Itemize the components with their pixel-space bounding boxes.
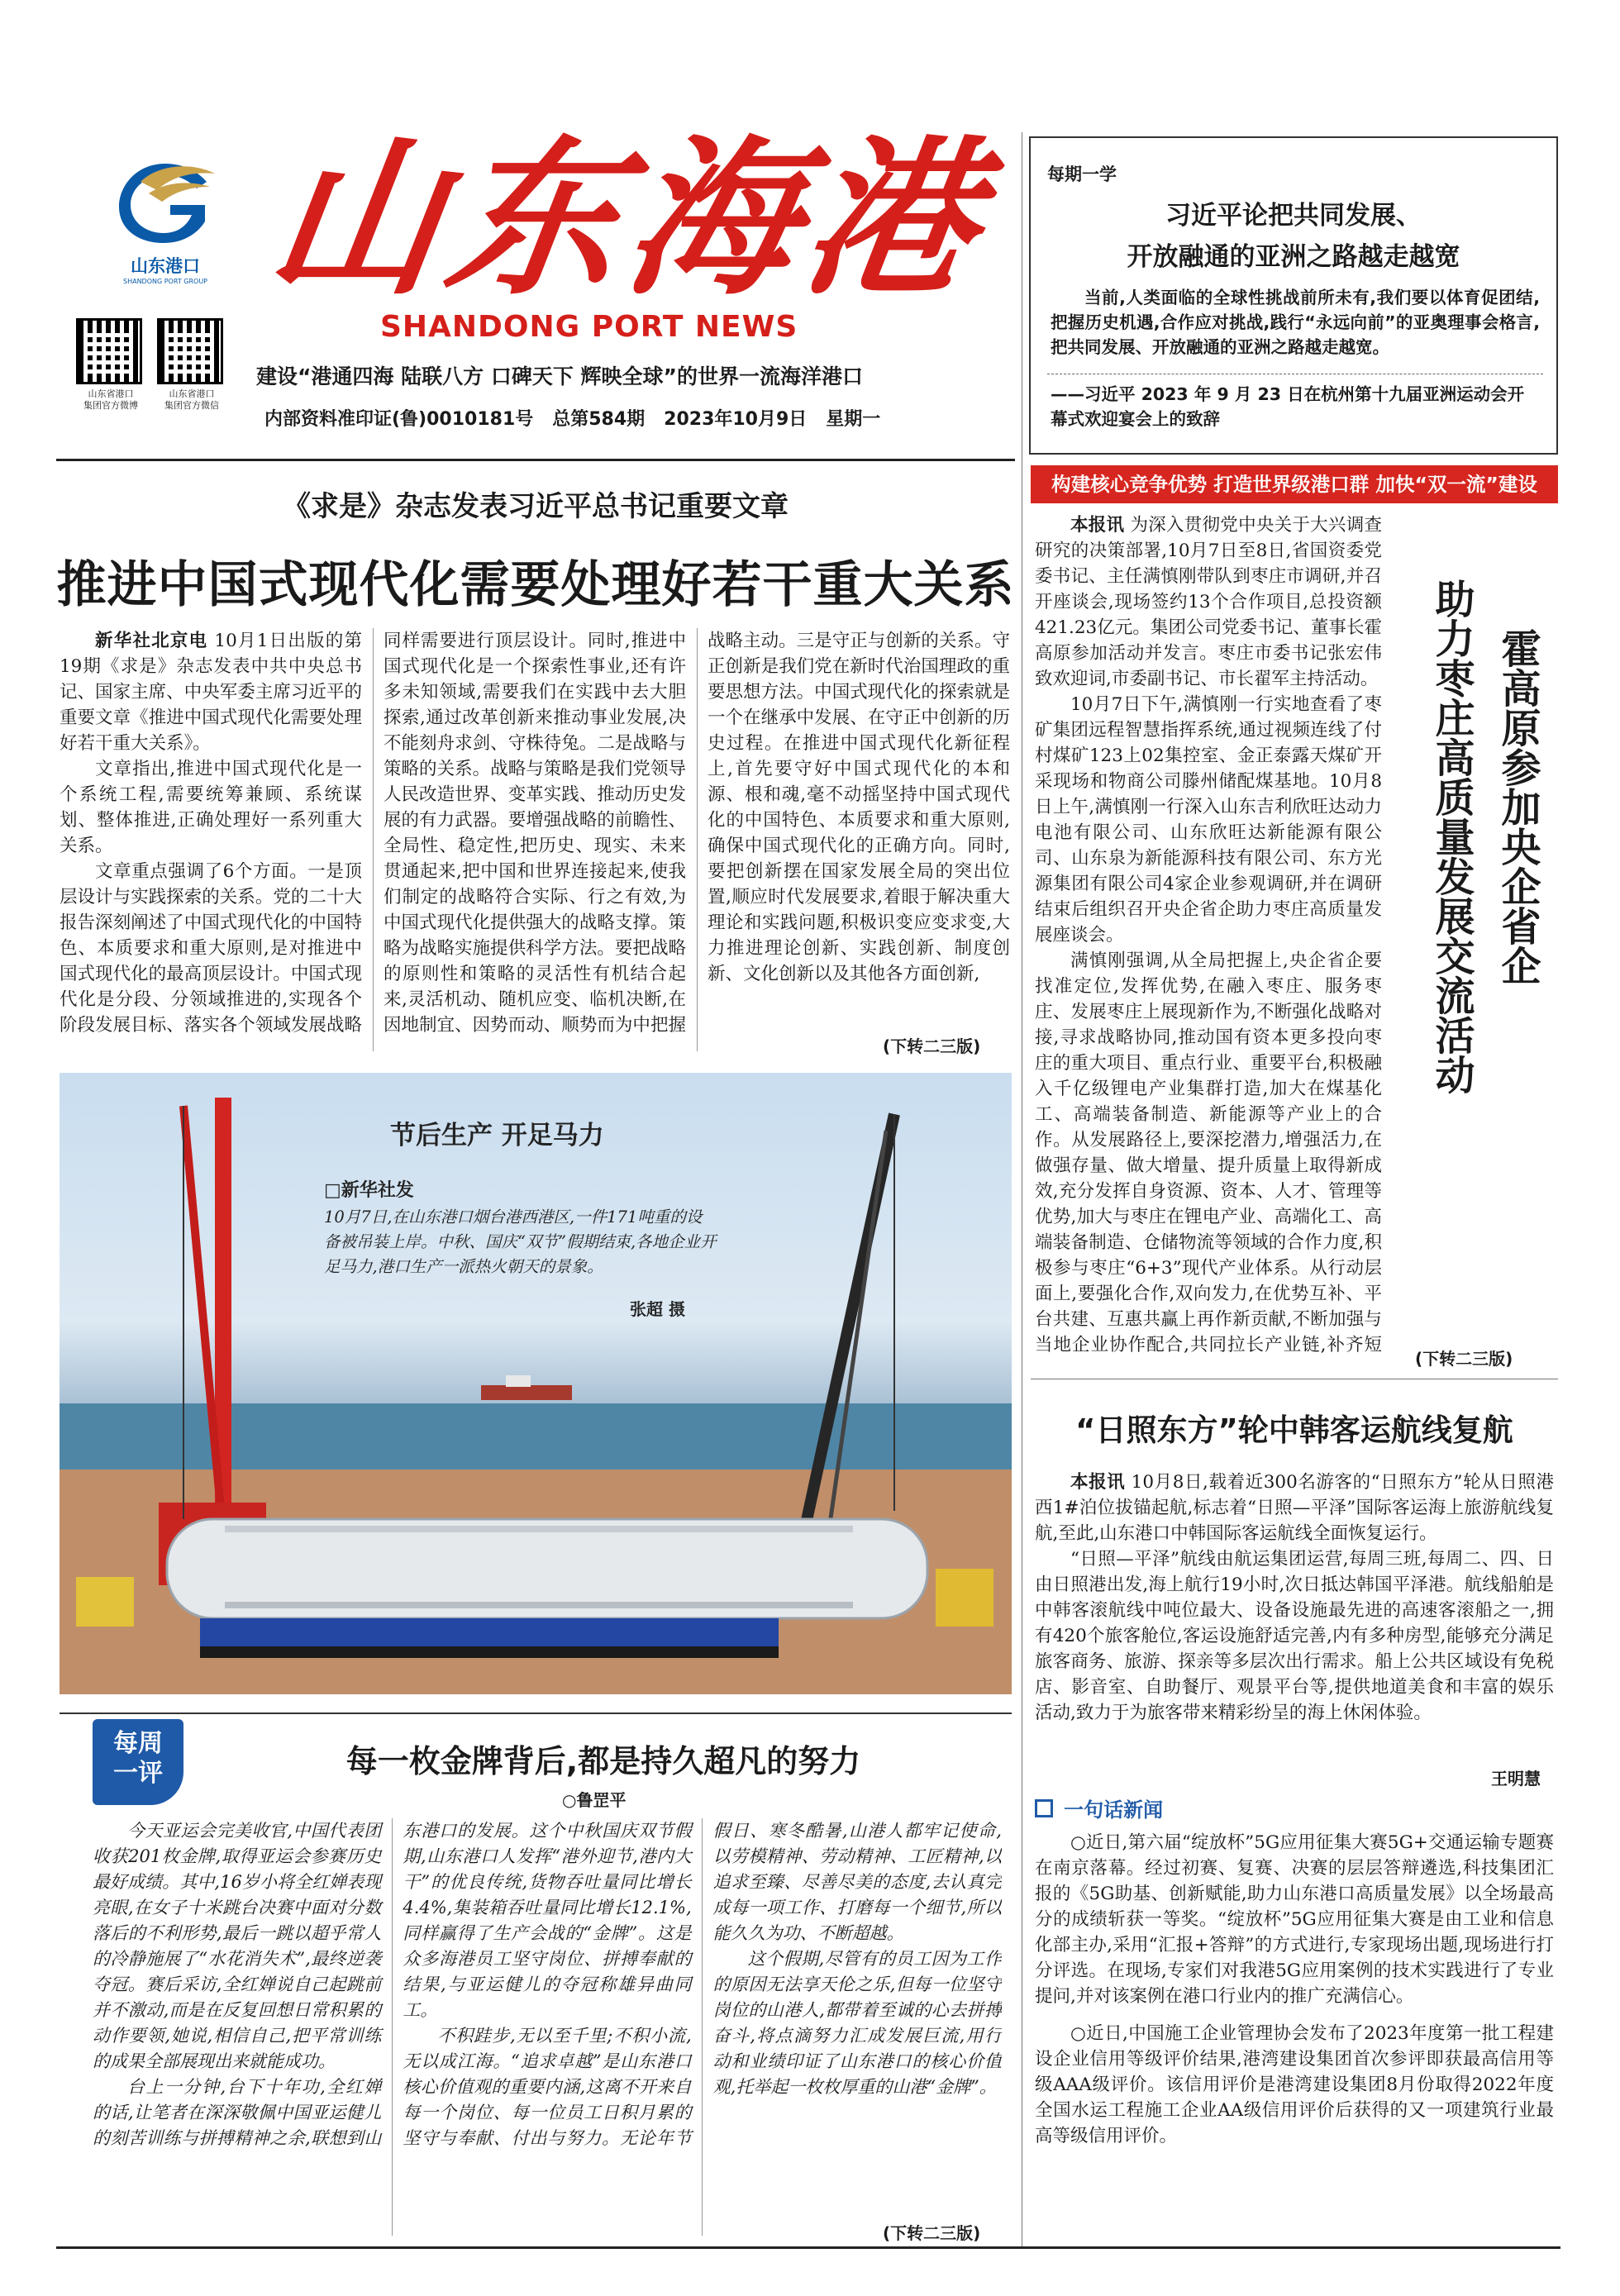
badge-line1: 每周: [113, 1729, 163, 1758]
ferry-headline: “日照东方”轮中韩客运航线复航: [1075, 1412, 1513, 1448]
briefs-heading: 一句话新闻: [1064, 1798, 1164, 1822]
brief-item: ○近日,第六届“绽放杯”5G应用征集大赛5G+交通运输专题赛在南京落幕。经过初赛、复赛、决赛的层层答辩遴选,科技集团汇报的《5G助基、创新赋能,助力山东港口高质量发展》以全场最高分的成绩斩获一等奖。“绽放杯”5G应用征集大赛是由工业和信息化部主办,采用“汇报+答辩”的方式进行,专家现场出题,现场进行打分评选。在现场,专家们对我港5G应用案例的技术实践进行了专业提问,并对该案例在港口行业内的推广充满信心。: [1035, 1832, 1554, 2007]
logo-caption-en: SHANDONG PORT GROUP: [123, 278, 207, 285]
commentary-badge: [93, 1719, 183, 1805]
masthead: [58, 120, 1017, 455]
right-story-source: 本报讯: [1070, 515, 1125, 536]
right-banner: 构建核心竞争优势 打造世界级港口群 加快“双一流”建设: [1031, 465, 1558, 503]
wechat-qr-icon: [157, 318, 223, 384]
qr-caption-weibo: 山东省港口 集团官方微博: [83, 388, 138, 411]
photo-credit: 张超 摄: [630, 1299, 685, 1319]
shandong-port-logo: [107, 157, 223, 285]
issue-line: 内部资料准印证(鲁)0010181号 总第584期 2023年10月9日 星期一: [264, 409, 881, 430]
study-title-line1: 习近平论把共同发展、: [1165, 201, 1422, 231]
ferry-author: 王明慧: [1486, 1765, 1541, 1789]
photo-scene: [60, 1073, 1012, 1694]
right-paragraph: 本报讯 为深入贯彻党中央关于大兴调查研究的决策部署,10月7日至8日,省国资委党委书记、主任满慎刚带队到枣庄市调研,并召开座谈会,现场签约13个合作项目,总投资额421.23亿元。集团公司党委书记、董事长霍高原参加活动并发言。枣庄市委书记张宏伟致欢迎词,市委副书记、市长翟军主持活动。: [1035, 515, 1382, 689]
right-paragraph: 满慎刚强调,从全局把握上,央企省企要找准定位,发挥优势,在融入枣庄、服务枣庄、发展枣庄上展现新作为,不断强化战略对接,寻求战略协同,推动国有资本更多投向枣庄的重大项目、重点行业、重要平台,积极融入千亿级锂电产业集群打造,加大在煤基化工、高端装备制造、新能源等产业上的合作。从发展路径上,要深挖潜力,增强活力,在做强存量、做大增量、提升质量上取得新成效,充分发挥自身资源、资本、人才、管理等优势,加大与枣庄在锂电产业、高端化工、高端装备制造、仓储物流等领域的合作力度,积极参与枣庄“6+3”现代产业体系。从行动层面上,要强化合作,双向发力,在优势互补、平台共建、互惠共赢上再作新贡献,不断加强与当地企业协作配合,共同拉长产业链,补齐短: [1035, 950, 1382, 1355]
photo-caption: 10月7日,在山东港口烟台港西港区,一件171吨重的设备被吊装上岸。中秋、国庆“双节”假期结束,各地企业开足马力,港口生产一派热火朝天的景象。: [324, 1208, 717, 1276]
bottom-rule: [56, 2246, 1560, 2249]
news-photo: [60, 1073, 1012, 1694]
commentary-body: [93, 1818, 1002, 2236]
study-label: 每期一学: [1047, 164, 1117, 184]
commentary-headline: 每一枚金牌背后,都是持久超凡的努力: [345, 1743, 861, 1779]
right-paragraph: 10月7日下午,满慎刚一行实地查看了枣矿集团远程智慧指挥系统,通过视频连线了付村煤矿123上02集控室、金正泰露天煤矿开采现场和物商公司滕州储配煤基地。10月8日上午,满慎刚一行深入山东吉利欣旺达动力电池有限公司、山东欣旺达新能源有限公司、山东泉为新能源科技有限公司、东方光源集团有限公司4家企业参观调研,并在调研结束后组织召开央企省企助力枣庄高质量发展座谈会。: [1035, 694, 1382, 946]
masthead-title: 山东海港: [259, 120, 998, 318]
study-quote: 当前,人类面临的全球性挑战前所未有,我们要以体育促团结,把握历史机遇,合作应对挑战,践行“永远向前”的亚奥理事会格言,把共同发展、开放融通的亚洲之路越走越宽。: [1051, 288, 1540, 357]
qr-caption-wechat: 山东省港口 集团官方微信: [164, 388, 219, 411]
masthead-title-en: SHANDONG PORT NEWS: [380, 310, 798, 344]
lead-body: [60, 628, 1010, 1051]
ferry-paragraph: 本报讯 10月8日,载着近300名游客的“日照东方”轮从日照港西1#泊位拔锚起航,标志着“日照—平泽”国际客运海上旅游航线复航,至此,山东港口中韩国际客运航线全面恢复运行。: [1035, 1472, 1554, 1544]
masthead-rule: [56, 459, 1015, 461]
lead-continue: (下转二三版): [876, 1033, 980, 1057]
ferry-source: 本报讯: [1070, 1472, 1126, 1493]
brief-item: ○近日,中国施工企业管理协会发布了2023年度第一批工程建设企业信用等级评价结果,港湾建设集团首次参评即获最高信用等级AAA级评价。该信用评价是港湾建设集团8月份取得2022年度全国水运工程施工企业AA级信用评价后获得的又一项建筑行业最高等级信用评价。: [1035, 2023, 1554, 2146]
ferry-body: [1035, 1470, 1554, 1767]
study-source: ——习近平 2023 年 9 月 23 日在杭州第十九届亚洲运动会开幕式欢迎宴会上的致辞: [1051, 384, 1525, 429]
right-story-body: [1035, 512, 1382, 1355]
right-headline-line2: 助力枣庄高质量发展交流活动: [1428, 579, 1475, 1094]
weibo-qr-icon: [76, 318, 142, 384]
lead-paragraph: 新华社北京电 10月1日出版的第19期《求是》杂志发表中共中央总书记、国家主席、中央军委主席习近平的重要文章《推进中国式现代化需要处理好若干重大关系》。: [60, 631, 362, 754]
briefs-heading-box: [1035, 1793, 1556, 1827]
badge-line2: 一评: [113, 1759, 163, 1788]
lead-source: 新华社北京电: [95, 631, 208, 651]
photo-title: 节后生产 开足马力: [390, 1121, 604, 1150]
right-continue: (下转二三版): [1415, 1349, 1513, 1369]
briefs-body: [1035, 1830, 1554, 2243]
lead-paragraph: 文章重点强调了6个方面。一是顶层设计与实践探索的关系。党的二十大报告深刻阐述了中国式现代化的中国特色、本质要求和重大原则,是对推进中国式现代化的最高顶层设计。中国式现代化是分段、分领域推进的,实现各个阶段发展目标、落实各个领域发展战略同样需要进行顶层设计。同时,推进中国式现代化是一个探索性事业,还有许多未知领域,需要我们在实践中去大胆探索,通过改革创新来推动事业发展,决不能刻舟求剑、守株待兔。二是战略与策略的关系。战略与策略是我们党领导人民改造世界、变革实践、推动历史发展的有力武器。要增强战略的前瞻性、全局性、稳定性,把历史、现实、未来贯通起来,把中国和世界连接起来,使我们制定的战略符合实际、行之有效,为中国式现代化提供强大的战略支撑。策略为战略实施提供科学方法。要把战略的原则性和策略的灵活性有机结合起来,灵活机动、随机应变、临机决断,在因地制宜、因势而动、顺势而为中把握战略主动。三是守正与创新的关系。守正创新是我们党在新时代治国理政的重要思想方法。中国式现代化的探索就是一个在继承中发展、在守正中创新的历史过程。在推进中国式现代化新征程上,首先要守好中国式现代化的本和源、根和魂,毫不动摇坚持中国式现代化的中国特色、本质要求和重大原则,确保中国式现代化的正确方向。同时,要把创新摆在国家发展全局的突出位置,顺应时代发展要求,着眼于解决重大理论和实践问题,积极识变应变求变,大力推进理论创新、实践创新、制度创新、文化创新以及其他各方面创新,: [60, 631, 1010, 1036]
lead-paragraph: 文章指出,推进中国式现代化是一个系统工程,需要统筹兼顾、系统谋划、整体推进,正确处理好一系列重大关系。: [60, 759, 362, 856]
commentary-author: ○鲁罡平: [562, 1790, 627, 1810]
commentary-continue: (下转二三版): [876, 2220, 980, 2244]
commentary-paragraph: 台上一分钟,台下十年功,全红婵的话,让笔者在深深敬佩中国亚运健儿的刻苦训练与拼搏精神之余,联想到山东港口的发展。这个中秋国庆双节假期,山东港口人发挥“港外迎节,港内大干”的优良传统,货物吞吐量同比增长4.4%,集装箱吞吐量同比增长12.1%,同样赢得了生产会战的“金牌”。这是众多海港员工坚守岗位、拼搏奉献的结果,与亚运健儿的夺冠称雄异曲同工。: [93, 1821, 692, 2148]
photo-source: □新华社发: [324, 1180, 414, 1201]
lead-headline: 推进中国式现代化需要处理好若干重大关系: [56, 556, 1015, 614]
commentary-paragraph: 不积跬步,无以至千里;不积小流,无以成江海。“追求卓越”是山东港口核心价值观的重要内涵,这离不开来自每一个岗位、每一位员工日积月累的坚守与奉献、付出与努力。无论年节假日、寒冬酷暑,山港人都牢记使命,以劳模精神、劳动精神、工匠精神,以追求至臻、尽善尽美的态度,去认真完成每一项工作、打磨每一个细节,所以能久久为功、不断超越。: [403, 1821, 1002, 2148]
study-title-line2: 开放融通的亚洲之路越走越宽: [1127, 242, 1460, 272]
logo-caption: 山东港口: [131, 256, 200, 276]
commentary-paragraph: 这个假期,尽管有的员工因为工作的原因无法享天伦之乐,但每一位坚守岗位的山港人,都带着至诚的心去拼搏奋斗,将点滴努力汇成发展巨流,用行动和业绩印证了山东港口的核心价值观,托举起一枚枚厚重的山港“金牌”。: [712, 1949, 1002, 2097]
lead-kicker: 《求是》杂志发表习近平总书记重要文章: [283, 490, 789, 523]
masthead-slogan: 建设“港通四海 陆联八方 口碑天下 辉映全球”的世界一流海洋港口: [256, 364, 863, 388]
logo-emblem-icon: [107, 157, 223, 248]
commentary-paragraph: 今天亚运会完美收官,中国代表团收获201枚金牌,取得亚运会参赛历史最好成绩。其中,16岁小将全红婵表现亮眼,在女子十米跳台决赛中面对分数落后的不利形势,最后一跳以超乎常人的冷静施展了“水花消失术”,最终逆袭夺冠。赛后采访,全红婵说自己起跳前并不激动,而是在反复回想日常积累的动作要领,她说,相信自己,把平常训练的成果全部展现出来就能成功。: [93, 1821, 382, 2071]
right-headline-line1: 霍高原参加央企省企: [1494, 628, 1541, 985]
briefs-square-icon: [1035, 1799, 1053, 1817]
study-box: [1029, 136, 1558, 455]
ferry-paragraph: “日照—平泽”航线由航运集团运营,每周三班,每周二、四、日由日照港出发,海上航行19小时,次日抵达韩国平泽港。航线船舶是中韩客滚航线中吨位最大、设备设施最先进的高速客滚船之一,拥有420个旅客舱位,客运设施舒适完善,内有多种房型,能够充分满足旅客商务、旅游、探亲等多层次出行需求。船上公共区域设有免税店、影音室、自助餐厅、观景平台等,提供地道美食和丰富的娱乐活动,致力于为旅客带来精彩纷呈的海上休闲体验。: [1035, 1549, 1554, 1723]
